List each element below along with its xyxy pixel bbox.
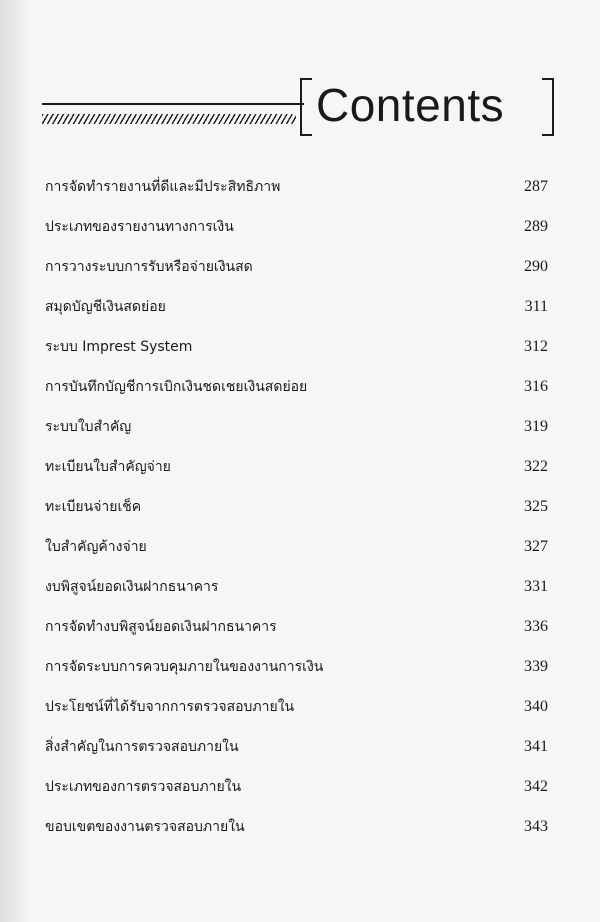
contents-header — [0, 0, 600, 140]
toc-entry-title: ใบสำคัญค้างจ่าย — [45, 539, 147, 555]
toc-entry-page-number: 322 — [524, 458, 548, 475]
toc-entry-title: การจัดทำรายงานที่ดีและมีประสิทธิภาพ — [45, 179, 281, 195]
toc-entry-title: ระบบใบสำคัญ — [45, 419, 132, 435]
toc-entry-page-number: 287 — [524, 178, 548, 195]
toc-entry-page-number: 336 — [524, 618, 548, 635]
toc-entry[interactable] — [45, 294, 550, 334]
toc-entry-page-number: 311 — [524, 298, 548, 315]
title-bracket-left — [300, 78, 312, 136]
toc-entry-page-number: 340 — [524, 698, 548, 715]
toc-entry-page-number: 316 — [524, 378, 548, 395]
toc-entry[interactable] — [45, 454, 550, 494]
toc-entry[interactable] — [45, 774, 550, 814]
toc-entry-page-number: 331 — [524, 578, 548, 595]
toc-entry[interactable] — [45, 534, 550, 574]
toc-entry-page-number: 342 — [524, 778, 548, 795]
toc-entry-page-number: 343 — [524, 818, 548, 835]
toc-entry-page-number: 319 — [524, 418, 548, 435]
header-hatch-ornament — [42, 114, 296, 124]
toc-entry-title: ประเภทของรายงานทางการเงิน — [45, 219, 234, 235]
toc-entry-title: ขอบเขตของงานตรวจสอบภายใน — [45, 819, 245, 835]
toc-entry[interactable] — [45, 814, 550, 854]
toc-entry-title: สิ่งสำคัญในการตรวจสอบภายใน — [45, 739, 239, 755]
toc-entry-page-number: 290 — [524, 258, 548, 275]
toc-entry-page-number: 289 — [524, 218, 548, 235]
toc-entry[interactable] — [45, 374, 550, 414]
toc-entry[interactable] — [45, 254, 550, 294]
title-bracket-right — [542, 78, 554, 136]
table-of-contents — [45, 174, 550, 854]
toc-entry-title: ทะเบียนใบสำคัญจ่าย — [45, 459, 171, 475]
toc-entry-title: ระบบ Imprest System — [45, 339, 193, 355]
toc-entry-title: การบันทึกบัญชีการเบิกเงินชดเชยเงินสดย่อย — [45, 379, 308, 395]
toc-entry-title: งบพิสูจน์ยอดเงินฝากธนาคาร — [45, 579, 219, 595]
toc-entry[interactable] — [45, 334, 550, 374]
toc-entry[interactable] — [45, 694, 550, 734]
toc-entry-page-number: 339 — [524, 658, 548, 675]
toc-entry[interactable] — [45, 174, 550, 214]
header-rule — [42, 103, 304, 105]
toc-entry-title: ประเภทของการตรวจสอบภายใน — [45, 779, 242, 795]
toc-entry-title: ประโยชน์ที่ได้รับจากการตรวจสอบภายใน — [45, 699, 295, 715]
toc-entry-title: การวางระบบการรับหรือจ่ายเงินสด — [45, 259, 253, 275]
toc-entry[interactable] — [45, 494, 550, 534]
toc-entry-title: ทะเบียนจ่ายเช็ค — [45, 499, 142, 515]
toc-entry[interactable] — [45, 654, 550, 694]
toc-entry-page-number: 312 — [524, 338, 548, 355]
toc-entry[interactable] — [45, 414, 550, 454]
toc-entry-page-number: 327 — [524, 538, 548, 555]
toc-entry[interactable] — [45, 574, 550, 614]
toc-entry-page-number: 325 — [524, 498, 548, 515]
toc-entry-title: การจัดทำงบพิสูจน์ยอดเงินฝากธนาคาร — [45, 619, 277, 635]
toc-entry-title: การจัดระบบการควบคุมภายในของงานการเงิน — [45, 659, 324, 675]
toc-entry-title: สมุดบัญชีเงินสดย่อย — [45, 299, 166, 315]
toc-entry-page-number: 341 — [524, 738, 548, 755]
toc-entry[interactable] — [45, 614, 550, 654]
page-title: Contents — [316, 79, 505, 131]
toc-entry[interactable] — [45, 214, 550, 254]
toc-entry[interactable] — [45, 734, 550, 774]
